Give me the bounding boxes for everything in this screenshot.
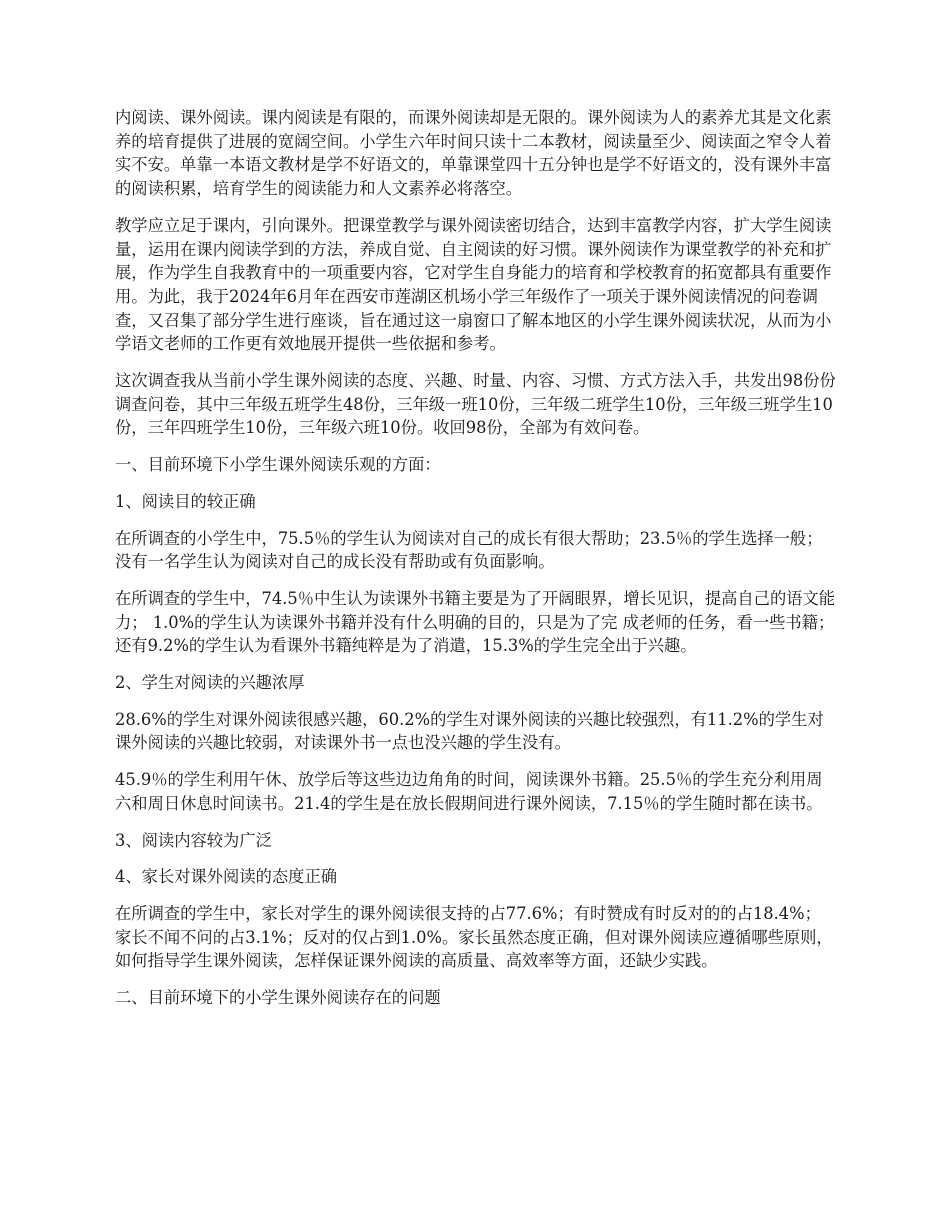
paragraph-growth-help: 在所调查的小学生中，75.5％的学生认为阅读对自己的成长有很大帮助；23.5％的学生选择一般；没有一名学生认为阅读对自己的成长没有帮助或有负面影响。: [115, 528, 823, 572]
subheading-reading-purpose: 1、阅读目的较正确: [115, 491, 256, 511]
section-heading-positive-aspects: 一、目前环境下小学生课外阅读乐观的方面：: [115, 455, 441, 475]
document-body: [115, 106, 837, 1023]
subheading-reading-interest: 2、学生对阅读的兴趣浓厚: [115, 673, 305, 693]
paragraph-reading-purpose-stats: 在所调查的学生中，74.5％中生认为读课外书籍主要是为了开阔眼界，增长见识，提高自己的语文能力； 1.0%的学生认为读课外书籍并没有什么明确的目的，只是为了完 成老师的任务，看一些书籍；还有9.2%的学生认为看课外书籍纯粹是为了消遣，15.3%的学生完全出于兴趣。: [115, 588, 836, 656]
paragraph-reading-time-stats: 45.9％的学生利用午休、放学后等这些边边角角的时间，阅读课外书籍。25.5％的学生充分利用周六和周日休息时间读书。21.4的学生是在放长假期间进行课外阅读，7.15％的学生随时都在读书。: [115, 770, 823, 813]
paragraph-interest-stats: 28.6%的学生对课外阅读很感兴趣，60.2%的学生对课外阅读的兴趣比较强烈，有11.2%的学生对课外阅读的兴趣比较弱，对读课外书一点也没兴趣的学生没有。: [115, 709, 824, 753]
subheading-parent-attitude: 4、家长对课外阅读的态度正确: [115, 867, 338, 887]
paragraph-parent-stats: 在所调查的学生中，家长对学生的课外阅读很支持的占77.6%；有时赞成有时反对的的占18.4%；家长不闻不问的占3.1%；反对的仅占到1.0%。家长虽然态度正确，但对课外阅读应遵循哪些原则，如何指导学生课外阅读，怎样保证课外阅读的高质量、高效率等方面，还缺少实践。: [115, 903, 833, 971]
paragraph-teaching-basis: 教学应立足于课内，引向课外。把课堂教学与课外阅读密切结合，达到丰富教学内容，扩大学生阅读量，运用在课内阅读学到的方法，养成自觉、自主阅读的好习惯。课外阅读作为课堂教学的补充和扩展，作为学生自我教育中的一项重要内容，它对学生自身能力的培育和学校教育的拓宽都具有重要作用。为此，我于2024年6月年在西安市莲湖区机场小学三年级作了一项关于课外阅读情况的问卷调查，又召集了部分学生进行座谈，旨在通过这一扇窗口了解本地区的小学生课外阅读状况，从而为小学语文老师的工作更有效地展开提供一些依据和参考。: [115, 215, 832, 354]
section-heading-problems: 二、目前环境下的小学生课外阅读存在的问题: [115, 988, 441, 1008]
subheading-reading-content: 3、阅读内容较为广泛: [115, 830, 272, 850]
paragraph-intro-reading: 内阅读、课外阅读。课内阅读是有限的，而课外阅读却是无限的。课外阅读为人的素养尤其是文化素养的培育提供了进展的宽阔空间。小学生六年时间只读十二本教材，阅读量至少、阅读面之窄令人着实不安。单靠一本语文教材是学不好语文的，单靠课堂四十五分钟也是学不好语文的，没有课外丰富的阅读积累，培育学生的阅读能力和人文素养必将落空。: [115, 108, 832, 199]
paragraph-survey-scope: 这次调查我从当前小学生课外阅读的态度、兴趣、时量、内容、习惯、方式方法入手，共发出98份份调查问卷，其中三年级五班学生48份，三年级一班10份，三年级二班学生10份，三年级三班学生10份，三年四班学生10份，三年级六班10份。收回98份，全部为有效问卷。: [115, 371, 836, 438]
